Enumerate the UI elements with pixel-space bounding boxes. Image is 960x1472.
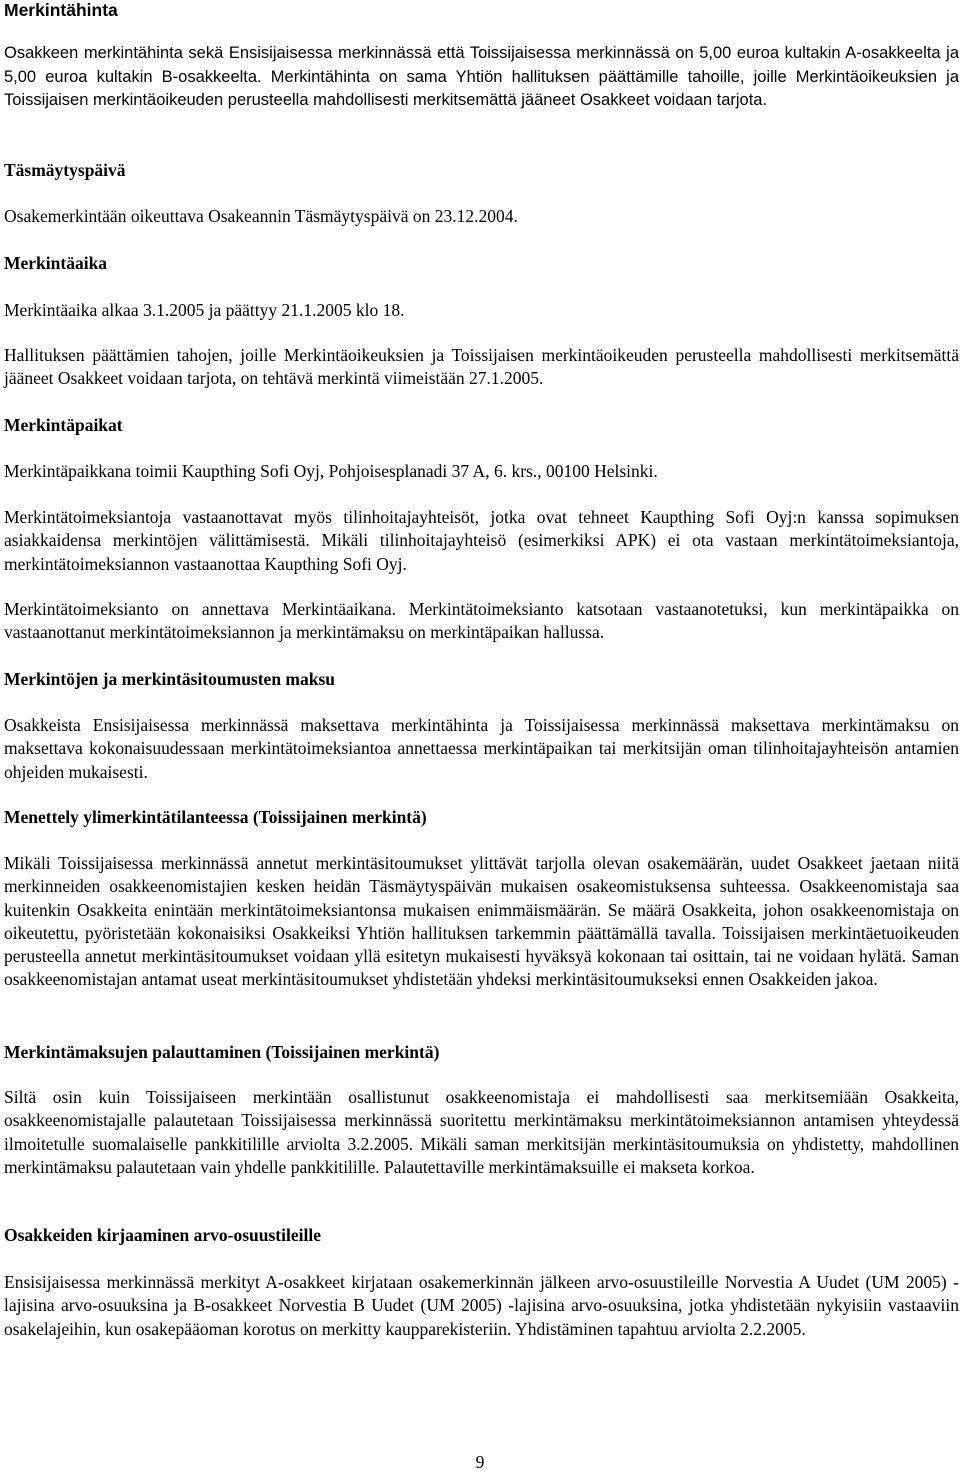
section-title-ylimerkinta: Menettely ylimerkintätilanteessa (Toissijainen merkintä) <box>4 807 427 827</box>
paragraph-merkintaaika-1: Merkintäaika alkaa 3.1.2005 ja päättyy 21.1.2005 klo 18. <box>4 300 405 320</box>
section-title-palautus: Merkintämaksujen palauttaminen (Toissijainen merkintä) <box>4 1042 440 1062</box>
paragraph-maksu: Osakkeista Ensisijaisessa merkinnässä maksettava merkintähinta ja Toissijaisessa merkinnässä maksettava merkintämaksu on maksettava kokonaisuudessaan merkintätoimeksiantoa annettaessa merkintäpaikan tai merkitsijän oman tilinhoitajayhteisön antamien ohjeiden mukaisesti. <box>4 715 959 782</box>
section-title-merkintaaika: Merkintäaika <box>4 253 108 273</box>
paragraph-merkintapaikat-2: Merkintätoimeksiantoja vastaanottavat myös tilinhoitajayhteisöt, jotka ovat tehneet Kaupthing Sofi Oyj:n kanssa sopimuksen asiakkaidensa merkintöjen välittämisestä. Mikäli tilinhoitajayhteisö (esimerkiksi APK) ei ota vastaan merkintätoimeksiantoja, merkintätoimeksiannon vastaanottaa Kaupthing Sofi Oyj. <box>4 507 959 574</box>
section-title-tasmaytyspaiva: Täsmäytyspäivä <box>4 160 126 180</box>
paragraph-palautus: Siltä osin kuin Toissijaiseen merkintään osallistunut osakkeenomistaja ei mahdollisesti saa merkitsemiään Osakkeita, osakkeenomistajalle palautetaan Toissijaisessa merkinnässä suoritettu merkintämaksu merkintätoimeksiannon antamisen yhteydessä ilmoitetulle suomalaiselle pankkitilille arviolta 3.2.2005. Mikäli saman merkitsijän merkintäsitoumuksia on yhdistetty, mahdollinen merkintämaksu palautetaan vain yhdelle pankkitilille. Palautettaville merkintämaksuille ei makseta korkoa. <box>4 1087 959 1177</box>
paragraph-merkintaaika-2: Hallituksen päättämien tahojen, joille Merkintäoikeuksien ja Toissijaisen merkintäoikeuden perusteella mahdollisesti merkitsemättä jääneet Osakkeet voidaan tarjota, on tehtävä merkintä viimeistään 27.1.2005. <box>4 345 959 389</box>
section-title-merkintahinta: Merkintähinta <box>4 0 118 20</box>
paragraph-kirjaaminen: Ensisijaisessa merkinnässä merkityt A-osakkeet kirjataan osakemerkinnän jälkeen arvo-osuustileille Norvestia A Uudet (UM 2005) -lajisina arvo-osuuksina ja B-osakkeet Norvestia B Uudet (UM 2005) -lajisina arvo-osuuksina, jotka yhdistetään nykyisiin vastaaviin osakelajeihin, kun osakepääoman korotus on merkitty kaupparekisteriin. Yhdistäminen tapahtuu arviolta 2.2.2005. <box>4 1272 959 1339</box>
paragraph-ylimerkinta: Mikäli Toissijaisessa merkinnässä annetut merkintäsitoumukset ylittävät tarjolla olevan osakemäärän, uudet Osakkeet jaetaan niitä merkinneiden osakkeenomistajien kesken heidän Täsmäytyspäivän mukaisen osakeomistuksensa suhteessa. Osakkeenomistaja saa kuitenkin Osakkeita enintään merkintätoimeksiantonsa mukaisen enimmäismäärän. Se määrä Osakkeita, johon osakkeenomistaja on oikeutettu, pyöristetään kokonaisiksi Osakkeiksi Yhtiön hallituksen tarkemmin päättämällä tavalla. Toissijaisen merkintäetuoikeuden perusteella annetut merkintäsitoumukset voidaan yllä esitetyn mukaisesti hyväksyä kokonaan tai osittain, tai ne voidaan hylätä. Saman osakkeenomistajan antamat useat merkintäsitoumukset yhdistetään yhdeksi merkintäsitoumukseksi ennen Osakkeiden jakoa. <box>4 853 959 990</box>
section-title-maksu: Merkintöjen ja merkintäsitoumusten maksu <box>4 669 336 689</box>
section-title-merkintapaikat: Merkintäpaikat <box>4 415 123 435</box>
section-title-kirjaaminen: Osakkeiden kirjaaminen arvo-osuustileille <box>4 1225 321 1245</box>
paragraph-tasmaytyspaiva: Osakemerkintään oikeuttava Osakeannin Täsmäytyspäivä on 23.12.2004. <box>4 206 518 226</box>
paragraph-merkintapaikat-3: Merkintätoimeksianto on annettava Merkintäaikana. Merkintätoimeksianto katsotaan vastaanotetuksi, kun merkintäpaikka on vastaanottanut merkintätoimeksiannon ja merkintämaksu on merkintäpaikan hallussa. <box>4 599 959 643</box>
paragraph-merkintapaikat-1: Merkintäpaikkana toimii Kaupthing Sofi Oyj, Pohjoisesplanadi 37 A, 6. krs., 00100 Helsinki. <box>4 461 658 481</box>
page-number: 9 <box>475 1452 485 1472</box>
paragraph-merkintahinta: Osakkeen merkintähinta sekä Ensisijaisessa merkinnässä että Toissijaisessa merkinnässä on 5,00 euroa kultakin A-osakkeelta ja 5,00 euroa kultakin B-osakkeelta. Merkintähinta on sama Yhtiön hallituksen päättämille tahoille, joille Merkintäoikeuksien ja Toissijaisen merkintäoikeuden perusteella mahdollisesti merkitsemättä jääneet Osakkeet voidaan tarjota. <box>4 44 959 109</box>
